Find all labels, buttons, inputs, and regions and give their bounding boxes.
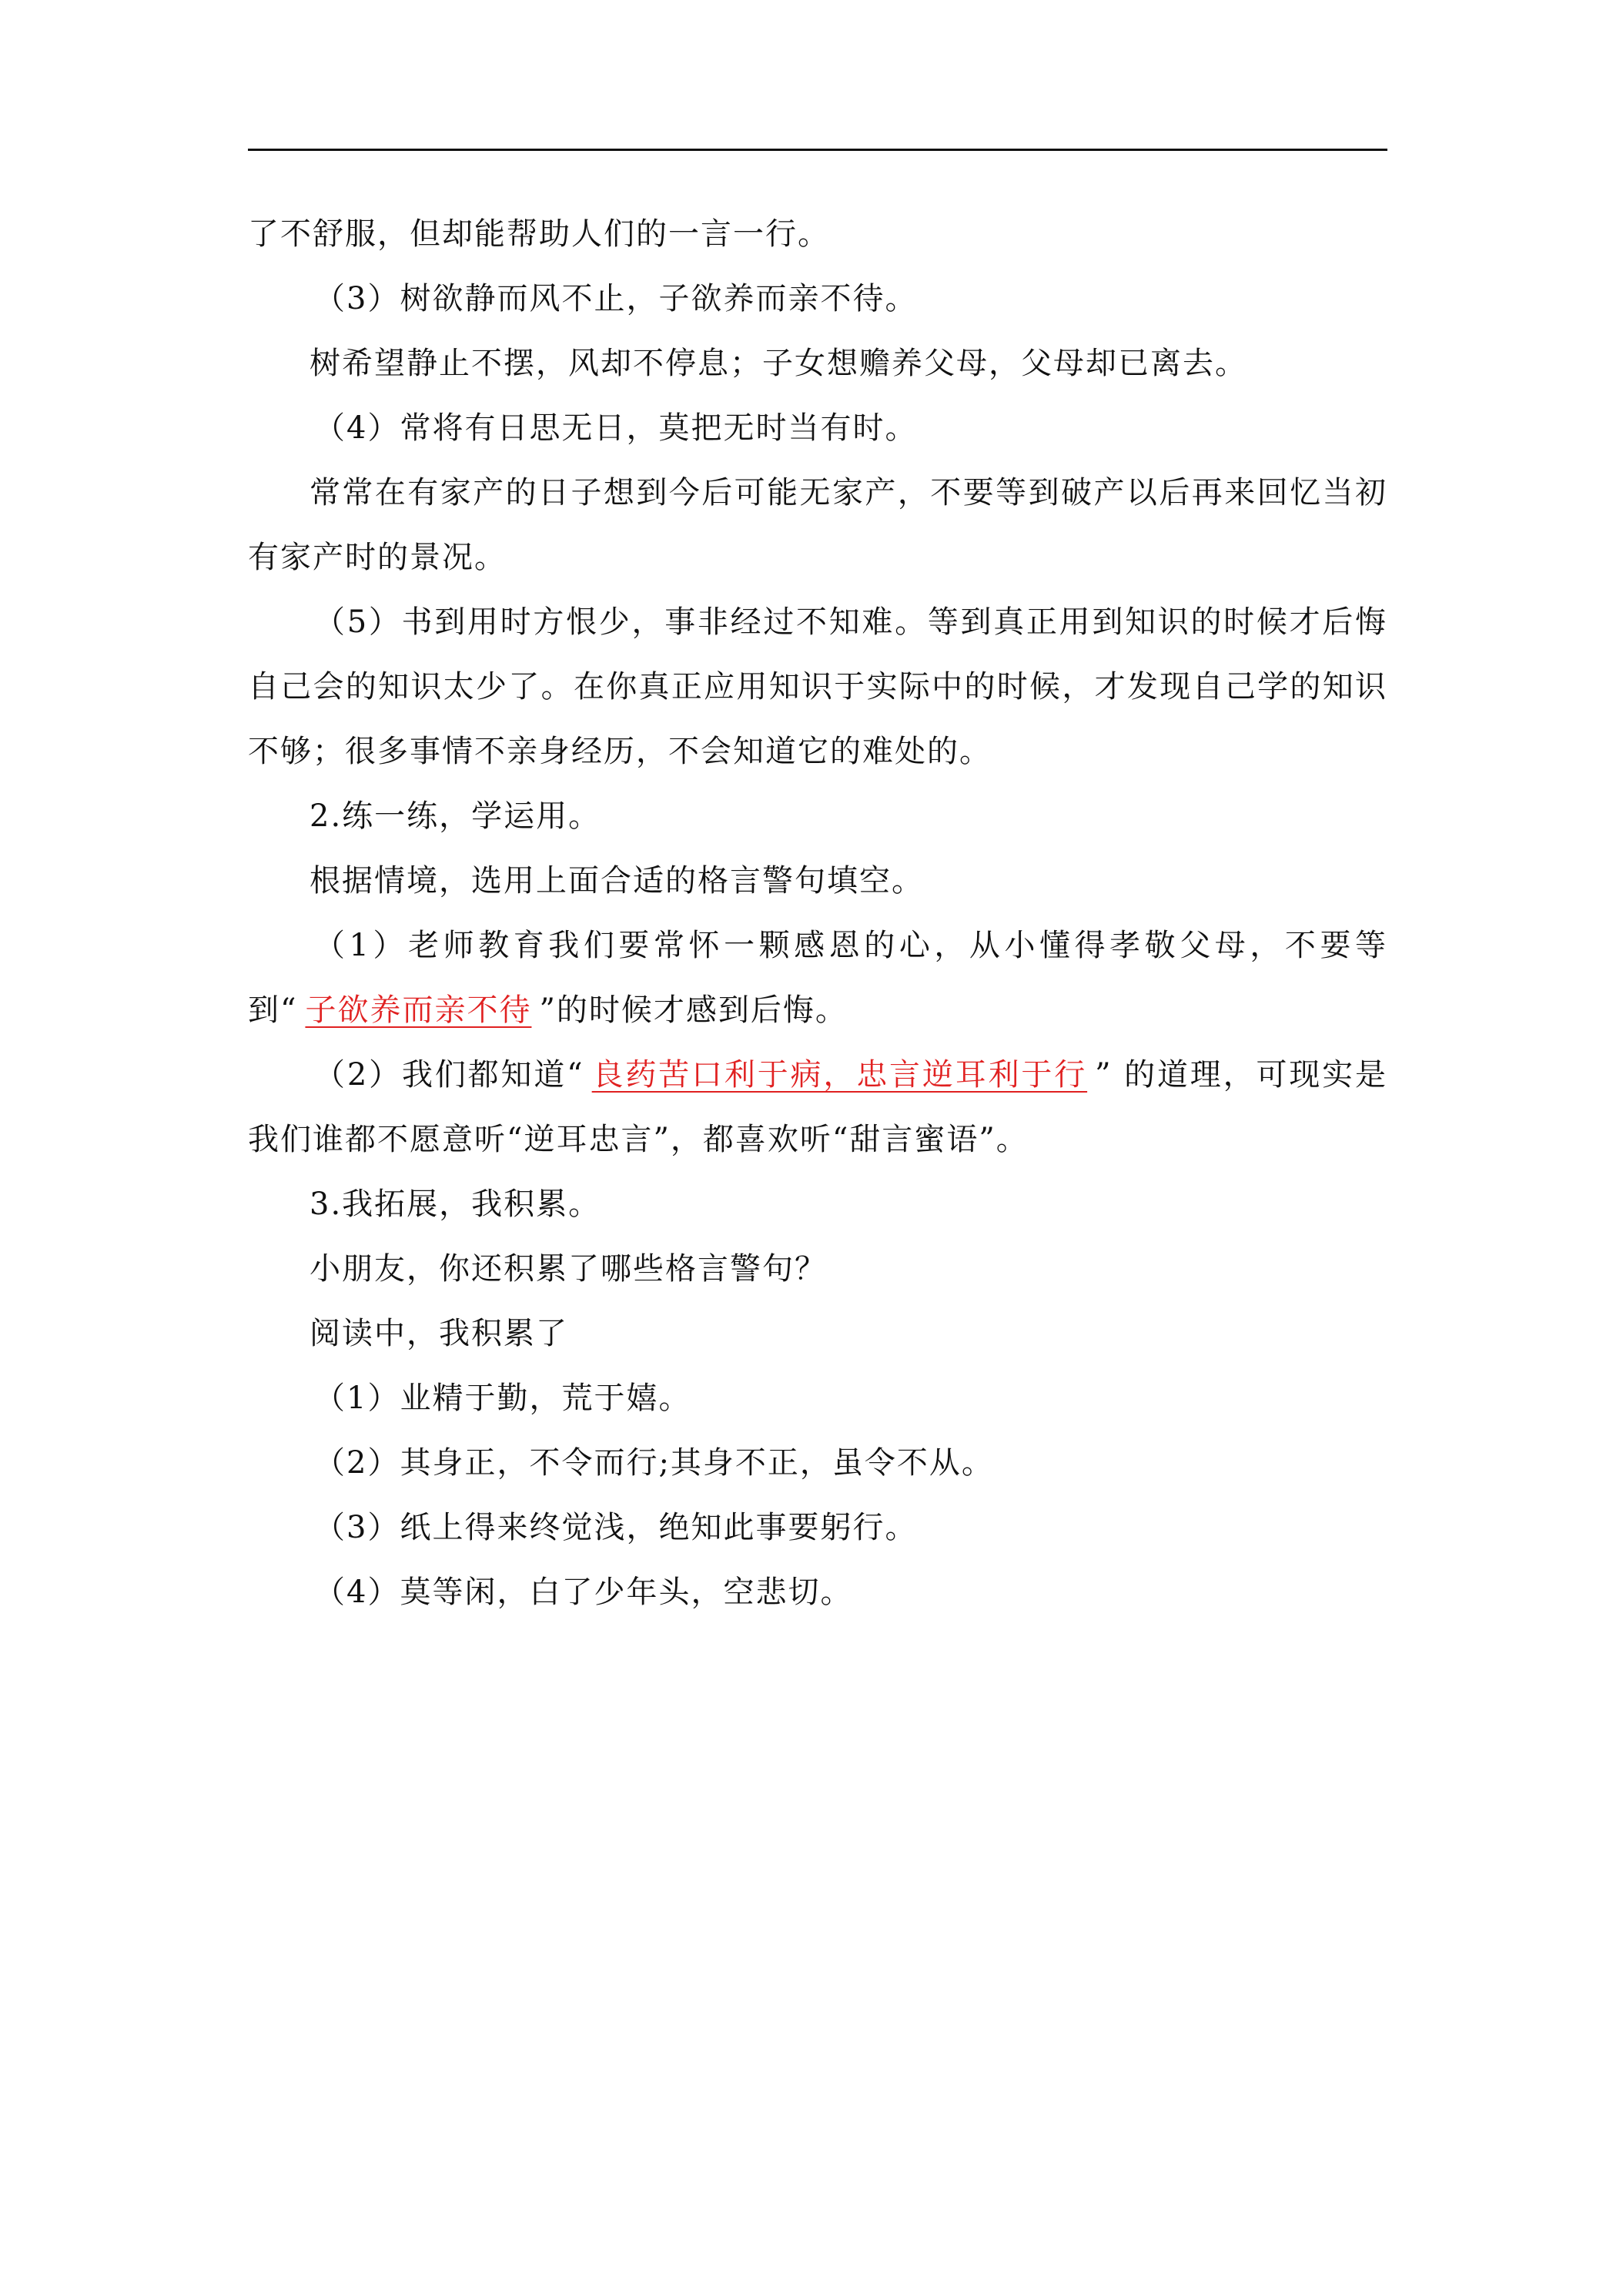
section-3-heading: 3.我拓展，我积累。 (310, 1186, 601, 1222)
accumulated-proverb-1: （1）业精于勤，荒于嬉。 (314, 1381, 691, 1416)
document-body (248, 202, 1387, 1625)
proverb-3: （3）树欲静而风不止，子欲养而亲不待。 (314, 281, 918, 316)
accumulated-proverb-3: （3）纸上得来终觉浅，绝知此事要躬行。 (314, 1510, 918, 1545)
section-3-prompt: 小朋友，你还积累了哪些格言警句？ (310, 1251, 827, 1287)
question-2-answer: 良药苦口利于病，忠言逆耳利于行 (591, 1057, 1088, 1093)
proverb-5-with-explanation: （5）书到用时方恨少，事非经过不知难。等到真正用到知识的时候才后悔自己会的知识太少了。在你真正应用知识于实际中的时候，才发现自己学的知识不够；很多事情不亲身经历，不会知道它的难处的。 (248, 604, 1387, 769)
section-3-lead: 阅读中，我积累了 (310, 1316, 568, 1351)
header-rule (248, 149, 1387, 151)
section-2-heading: 2.练一练，学运用。 (310, 798, 601, 834)
fill-in-question-1 (248, 913, 1387, 1043)
question-1-text-after: ”的时候才感到后悔。 (539, 992, 848, 1028)
paragraph-continuation: 了不舒服，但却能帮助人们的一言一行。 (248, 216, 830, 252)
accumulated-proverb-2: （2）其身正，不令而行;其身不正，虽令不从。 (314, 1445, 994, 1481)
question-1-text-before: （1）老师教育我们要常怀一颗感恩的心，从小懂得孝敬父母，不要等到“ (248, 928, 1387, 1028)
question-2-text-before: （2）我们都知道“ (314, 1057, 584, 1093)
accumulated-proverb-4: （4）莫等闲，白了少年头，空悲切。 (314, 1575, 853, 1610)
section-2-instruction: 根据情境，选用上面合适的格言警句填空。 (310, 863, 924, 899)
proverb-3-explanation: 树希望静止不摆，风却不停息；子女想赡养父母，父母却已离去。 (310, 346, 1247, 381)
question-1-answer: 子欲养而亲不待 (305, 992, 532, 1028)
proverb-4: （4）常将有日思无日，莫把无时当有时。 (314, 410, 918, 446)
question-2-text-after: ” 的道理，可现实是我们谁都不愿意听“逆耳忠言”，都喜欢听“甜言蜜语”。 (248, 1057, 1388, 1157)
fill-in-question-2 (248, 1043, 1387, 1172)
proverb-4-explanation: 常常在有家产的日子想到今后可能无家产，不要等到破产以后再来回忆当初有家产时的景况。 (248, 475, 1387, 575)
